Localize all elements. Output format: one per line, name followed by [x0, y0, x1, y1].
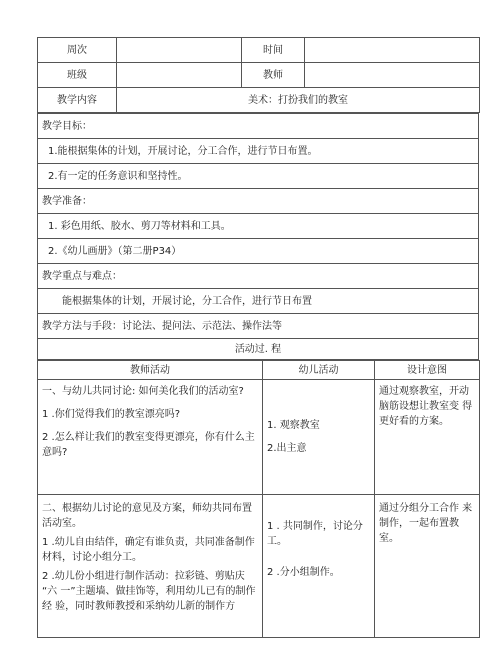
activity-line: 1 .幼儿自由结伴，确定有谁负责，共同准备制作材料，讨论小组分工。: [42, 537, 255, 563]
goal-item: 2.有一定的任务意识和坚持性。: [38, 164, 479, 189]
activity-line: 二、根据幼儿讨论的意见及方案，师幼共同布置活动室。: [42, 503, 252, 529]
teacher-value: [305, 63, 480, 88]
content-label: 教学内容: [38, 88, 117, 113]
col-teacher-header: 教师活动: [38, 361, 263, 380]
content-value: 美术：打扮我们的教室: [117, 88, 480, 113]
class-label: 班级: [38, 63, 117, 88]
process-table: [37, 360, 480, 638]
lesson-plan-sheet: [37, 37, 479, 638]
activity-line: 1 . 共同制作，讨论分工。: [267, 521, 363, 547]
goals-table: [37, 113, 479, 360]
week-label: 周次: [38, 38, 117, 63]
design-intent-1: 通过观察教室，开动脑筋设想让教室变 得更好看的方案。: [375, 380, 480, 495]
prep-item: 2.《幼儿画册》（第二册P34）: [38, 239, 479, 264]
activity-line: 2 .分小组制作。: [267, 567, 340, 578]
teacher-activity-1: [38, 380, 263, 495]
design-intent-2: 通过分组分工合作 来制作，一起布置教室。: [375, 495, 480, 638]
time-value: [305, 38, 480, 63]
col-child-header: 幼儿活动: [263, 361, 375, 380]
class-value: [117, 63, 242, 88]
time-label: 时间: [242, 38, 305, 63]
teacher-activity-2: [38, 495, 263, 638]
activity-line: 一、与幼儿共同讨论: 如何美化我们的活动室?: [42, 386, 244, 397]
child-activity-1: [263, 380, 375, 495]
col-design-header: 设计意图: [375, 361, 480, 380]
activity-line: 2 .怎么样让我们的教室变得更漂亮，你有什么主意吗?: [42, 432, 255, 458]
prep-item: 1. 彩色用纸、胶水、剪刀等材料和工具。: [38, 214, 479, 239]
activity-line: 1 .你们觉得我们的教室漂亮吗?: [42, 409, 181, 420]
activity-line: 1. 观察教室: [267, 420, 320, 431]
child-activity-2: [263, 495, 375, 638]
methods-text: 教学方法与手段：讨论法、提问法、示范法、操作法等: [38, 314, 479, 339]
focus-text: 能根据集体的计划，开展讨论，分工合作，进行节日布置: [38, 289, 479, 314]
process-title: 活动过. 程: [38, 339, 479, 360]
focus-title: 教学重点与难点：: [38, 264, 479, 289]
goal-item: 1.能根据集体的计划，开展讨论，分工合作，进行节日布置。: [38, 139, 479, 164]
activity-line: 2 .幼儿份小组进行制作活动：拉彩链、剪贴庆 “六 一”主题墙、做挂饰等，利用幼儿已有的制作经 验，同时教师教授和采纳幼儿新的制作方: [42, 571, 256, 612]
lesson-plan-table: [37, 37, 480, 113]
week-value: [117, 38, 242, 63]
goals-title: 教学目标：: [38, 114, 479, 139]
teacher-label: 教师: [242, 63, 305, 88]
activity-line: 2.出主意: [267, 443, 307, 454]
prep-title: 教学准备：: [38, 189, 479, 214]
